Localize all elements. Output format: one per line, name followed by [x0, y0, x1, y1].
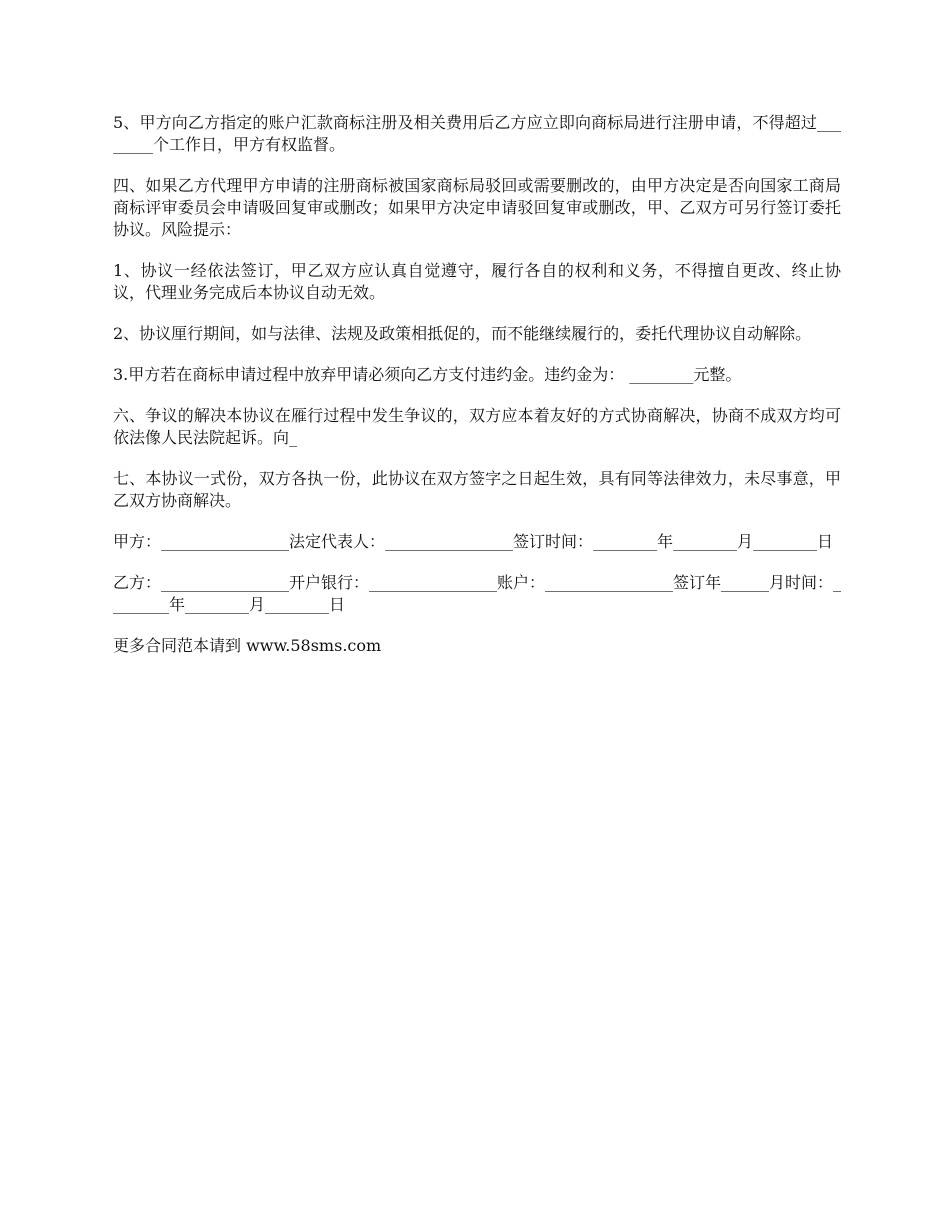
risk-item-1: 1、协议一经依法签订，甲乙双方应认真自觉遵守，履行各自的权利和义务，不得擅自更改、终止协议，代理业务完成后本协议自动无效。	[113, 261, 841, 302]
clause-4-rejection-review: 四、如果乙方代理甲方申请的注册商标被国家商标局驳回或需要删改的，由甲方决定是否向国家工商局商标评审委员会申请吸回复审或删改；如果甲方决定申请驳回复审或删改，甲、乙双方可另行签订委托协议。风险提示：	[113, 176, 841, 239]
footer-more-templates: 更多合同范本请到 www.58sms.com	[113, 636, 382, 655]
risk-item-3-penalty: 3.甲方若在商标申请过程中放弃甲请必须向乙方支付违约金。违约金为： ________元整。	[113, 365, 742, 384]
clause-7-copies: 七、本协议一式份，双方各执一份，此协议在双方签字之日起生效，具有同等法律效力，未尽事意，甲乙双方协商解决。	[113, 469, 841, 510]
clause-6-dispute: 六、争议的解决本协议在雁行过程中发生争议的，双方应本着友好的方式协商解决，协商不成双方均可依法像人民法院起诉。向_	[113, 406, 841, 447]
party-b-signature-line: 乙方：________________开户银行：________________账户：________________签订年______月时间：________年________月________日	[113, 573, 842, 614]
risk-item-2: 2、协议厘行期间，如与法律、法规及政策相抵促的，而不能继续履行的，委托代理协议自动解除。	[113, 324, 812, 343]
document-page	[113, 112, 841, 676]
party-a-signature-line: 甲方：________________法定代表人：________________签订时间：________年________月________日	[113, 532, 834, 551]
clause-5-payment-registration: 5、甲方向乙方指定的账户汇款商标注册及相关费用后乙方应立即向商标局进行注册申请，不得超过________个工作日，甲方有权监督。	[113, 113, 841, 154]
